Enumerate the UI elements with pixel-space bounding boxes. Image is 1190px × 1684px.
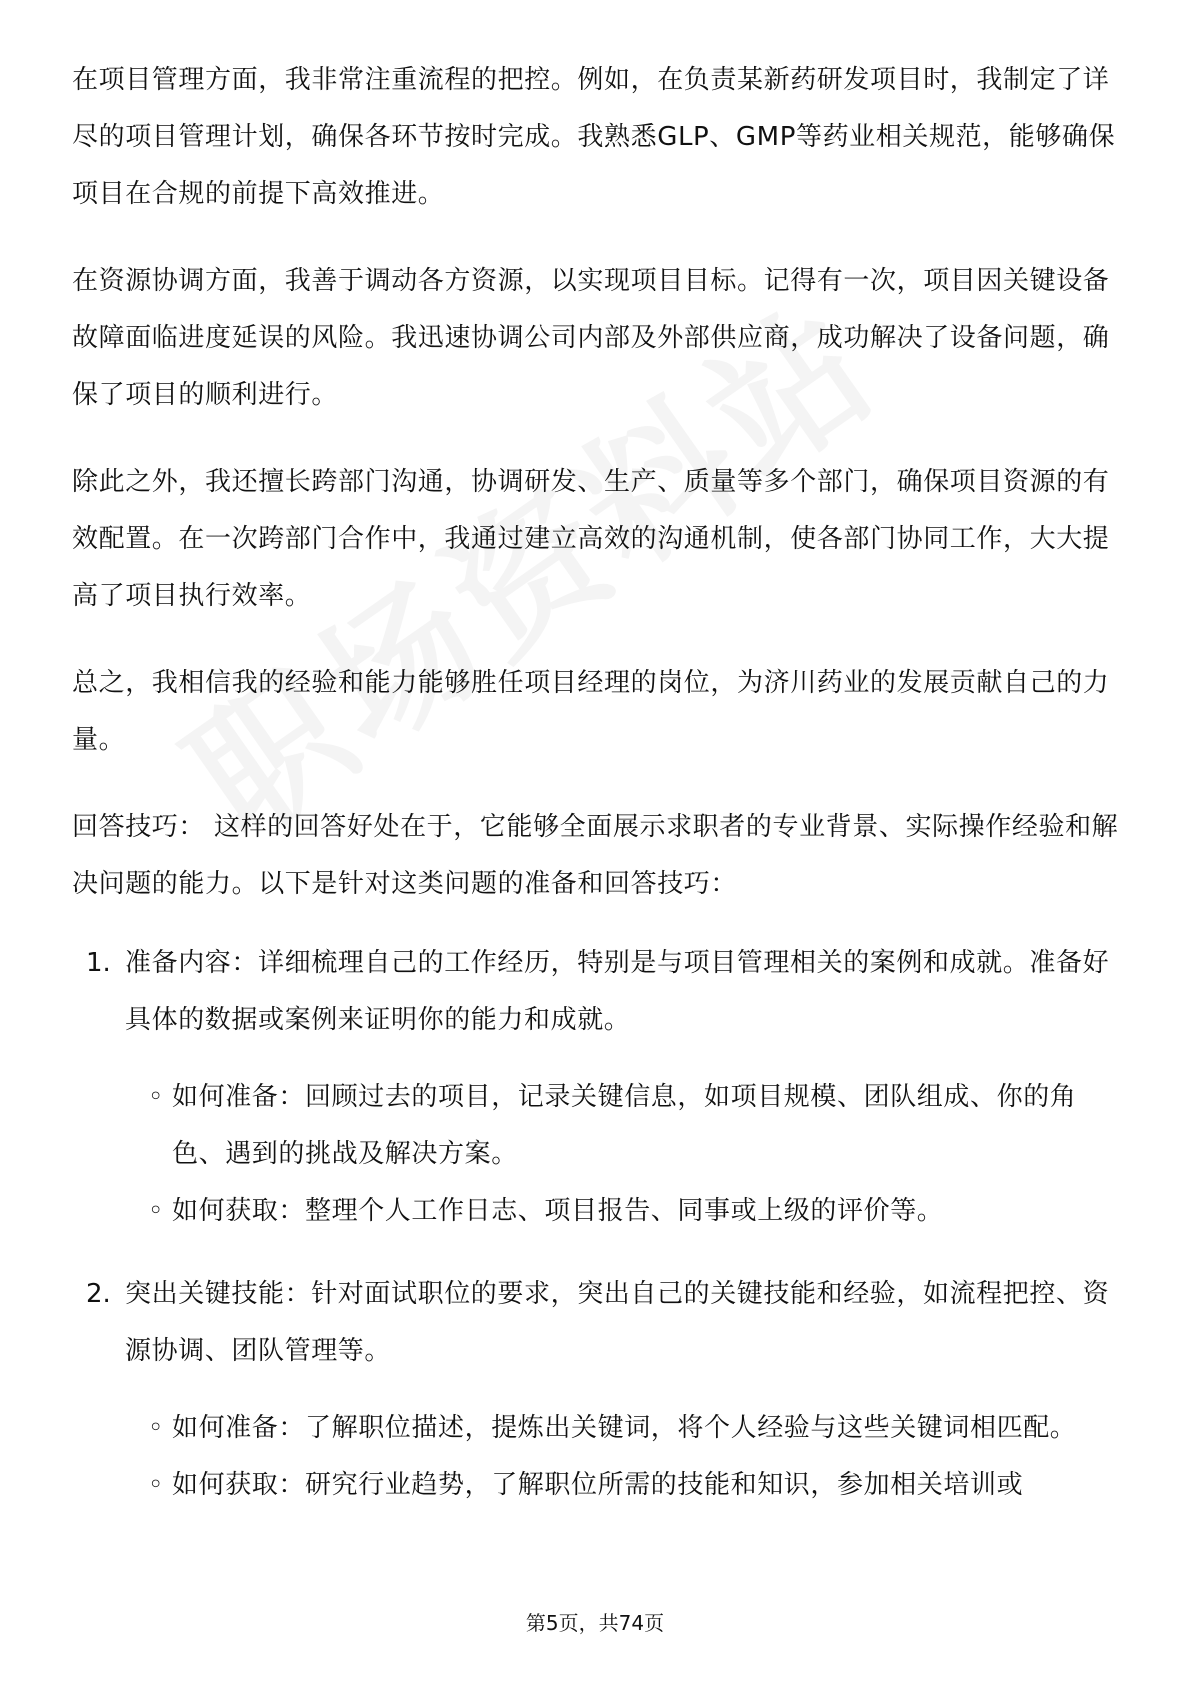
list-number: 1. [86,948,111,978]
answer-tips: 回答技巧： 这样的回答好处在于，它能够全面展示求职者的专业背景、实际操作经验和解决问题的能力。以下是针对这类问题的准备和回答技巧： [72,812,1119,899]
list-number: 2. [86,1279,111,1309]
sublist-item-text: 如何准备：回顾过去的项目，记录关键信息，如项目规模、团队组成、你的角色、遇到的挑战及解决方案。 [172,1082,1077,1169]
list-item-text: 突出关键技能：针对面试职位的要求，突出自己的关键技能和经验，如流程把控、资源协调、团队管理等。 [125,1279,1110,1366]
paragraph-resource-coordination: 在资源协调方面，我善于调动各方资源，以实现项目目标。记得有一次，项目因关键设备故障面临进度延误的风险。我迅速协调公司内部及外部供应商，成功解决了设备问题，确保了项目的顺利进行。 [72,266,1110,410]
sublist-item [125,1457,1122,1514]
sublist-item-text: 如何获取：研究行业趋势，了解职位所需的技能和知识，参加相关培训或 [172,1470,1024,1500]
sublist [125,1400,1122,1514]
sublist [125,1069,1122,1240]
sublist-item-text: 如何准备：了解职位描述，提炼出关键词，将个人经验与这些关键词相匹配。 [172,1413,1077,1443]
list-item [72,1266,1122,1514]
bullet-icon: ◦ [148,1470,164,1500]
paragraph-cross-department: 除此之外，我还擅长跨部门沟通，协调研发、生产、质量等多个部门，确保项目资源的有效配置。在一次跨部门合作中，我通过建立高效的沟通机制，使各部门协同工作，大大提高了项目执行效率。 [72,467,1110,611]
sublist-item [125,1069,1122,1183]
sublist-item [125,1183,1122,1240]
tips-list [72,935,1122,1514]
paragraph-conclusion: 总之，我相信我的经验和能力能够胜任项目经理的岗位，为济川药业的发展贡献自己的力量。 [72,668,1110,755]
sublist-item [125,1400,1122,1457]
sublist-item-text: 如何获取：整理个人工作日志、项目报告、同事或上级的评价等。 [172,1196,944,1226]
bullet-icon: ◦ [148,1413,164,1443]
paragraph-project-management: 在项目管理方面，我非常注重流程的把控。例如，在负责某新药研发项目时，我制定了详尽的项目管理计划，确保各环节按时完成。我熟悉GLP、GMP等药业相关规范，能够确保项目在合规的前提下高效推进。 [72,65,1116,209]
bullet-icon: ◦ [148,1082,164,1112]
document-body [72,52,1122,1540]
bullet-icon: ◦ [148,1196,164,1226]
page-number: 第5页，共74页 [525,1611,665,1635]
list-item-text: 准备内容：详细梳理自己的工作经历，特别是与项目管理相关的案例和成就。准备好具体的数据或案例来证明你的能力和成就。 [125,948,1110,1035]
list-item [72,935,1122,1240]
